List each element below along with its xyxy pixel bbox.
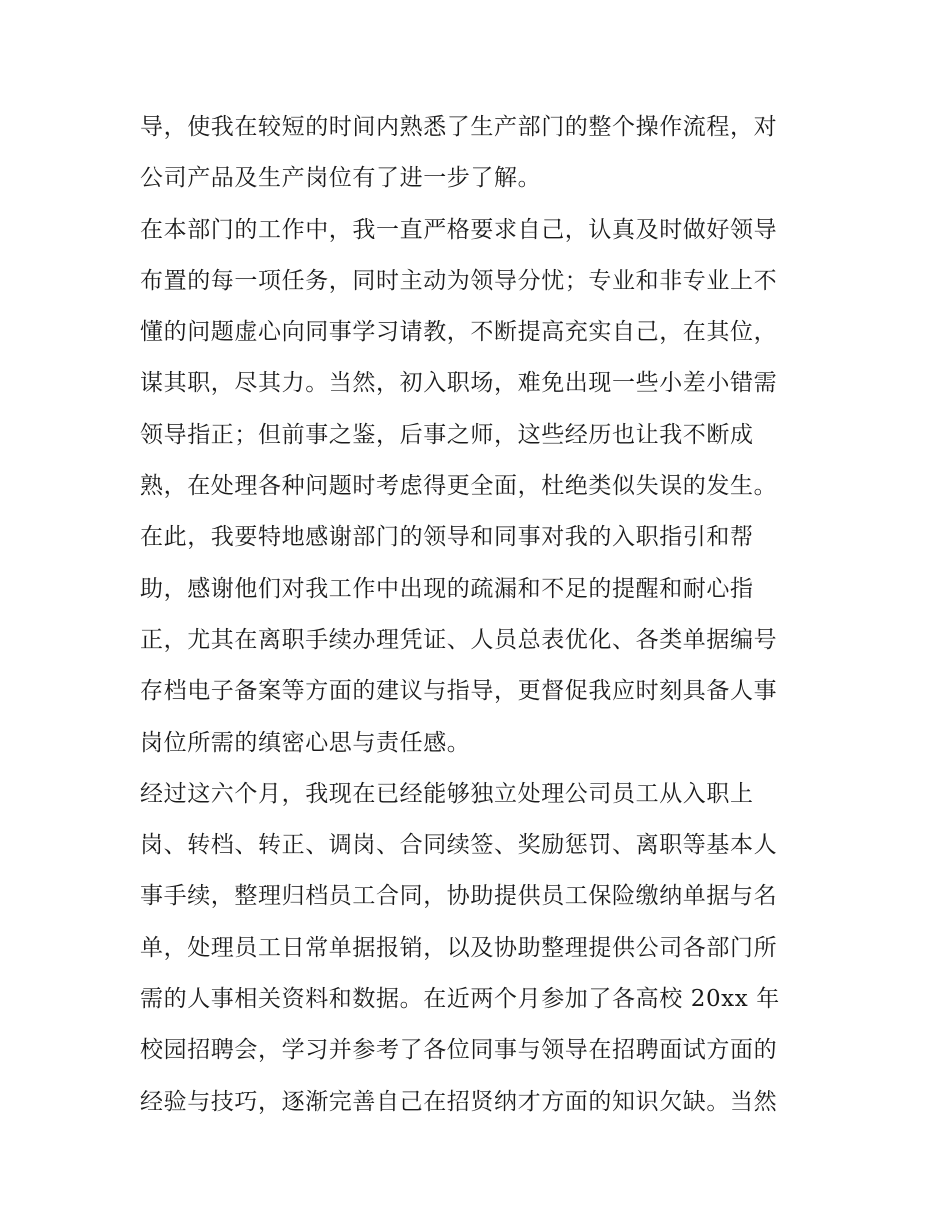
text-line: 岗、转档、转正、调岗、合同续签、奖励惩罚、离职等基本人 <box>140 832 778 859</box>
text-line: 懂的问题虚心向同事学习请教，不断提高充实自己，在其位， <box>140 319 778 346</box>
text-line: 谋其职，尽其力。当然，初入职场，难免出现一些小差小错需 <box>140 370 778 397</box>
text-line: 存档电子备案等方面的建议与指导，更督促我应时刻具备人事 <box>140 678 778 705</box>
text-line: 单，处理员工日常单据报销，以及协助整理提供公司各部门所 <box>140 934 778 961</box>
text-line: 在此，我要特地感谢部门的领导和同事对我的入职指引和帮 <box>140 524 754 551</box>
text-line: 领导指正；但前事之鉴，后事之师，这些经历也让我不断成 <box>140 421 754 448</box>
text-line: 正，尤其在离职手续办理凭证、人员总表优化、各类单据编号 <box>140 626 778 653</box>
text-line: 事手续，整理归档员工合同，协助提供员工保险缴纳单据与名 <box>140 883 778 910</box>
text-line: 熟，在处理各种问题时考虑得更全面，杜绝类似失误的发生。 <box>140 473 778 500</box>
text-line: 需的人事相关资料和数据。在近两个月参加了各高校 20xx 年 <box>140 986 780 1013</box>
text-line: 导，使我在较短的时间内熟悉了生产部门的整个操作流程，对 <box>140 114 778 140</box>
text-line: 助，感谢他们对我工作中出现的疏漏和不足的提醒和耐心指 <box>140 575 754 602</box>
text-line: 公司产品及生产岗位有了进一步了解。 <box>140 165 542 192</box>
document-body <box>140 102 820 1128</box>
text-line: 经验与技巧，逐渐完善自己在招贤纳才方面的知识欠缺。当然 <box>140 1088 778 1115</box>
text-line: 校园招聘会，学习并参考了各位同事与领导在招聘面试方面的 <box>140 1037 778 1064</box>
text-line: 岗位所需的缜密心思与责任感。 <box>140 729 471 756</box>
text-line: 在本部门的工作中，我一直严格要求自己，认真及时做好领导 <box>140 216 778 243</box>
text-line: 布置的每一项任务，同时主动为领导分忧；专业和非专业上不 <box>140 267 778 294</box>
text-line: 经过这六个月，我现在已经能够独立处理公司员工从入职上 <box>140 780 754 807</box>
